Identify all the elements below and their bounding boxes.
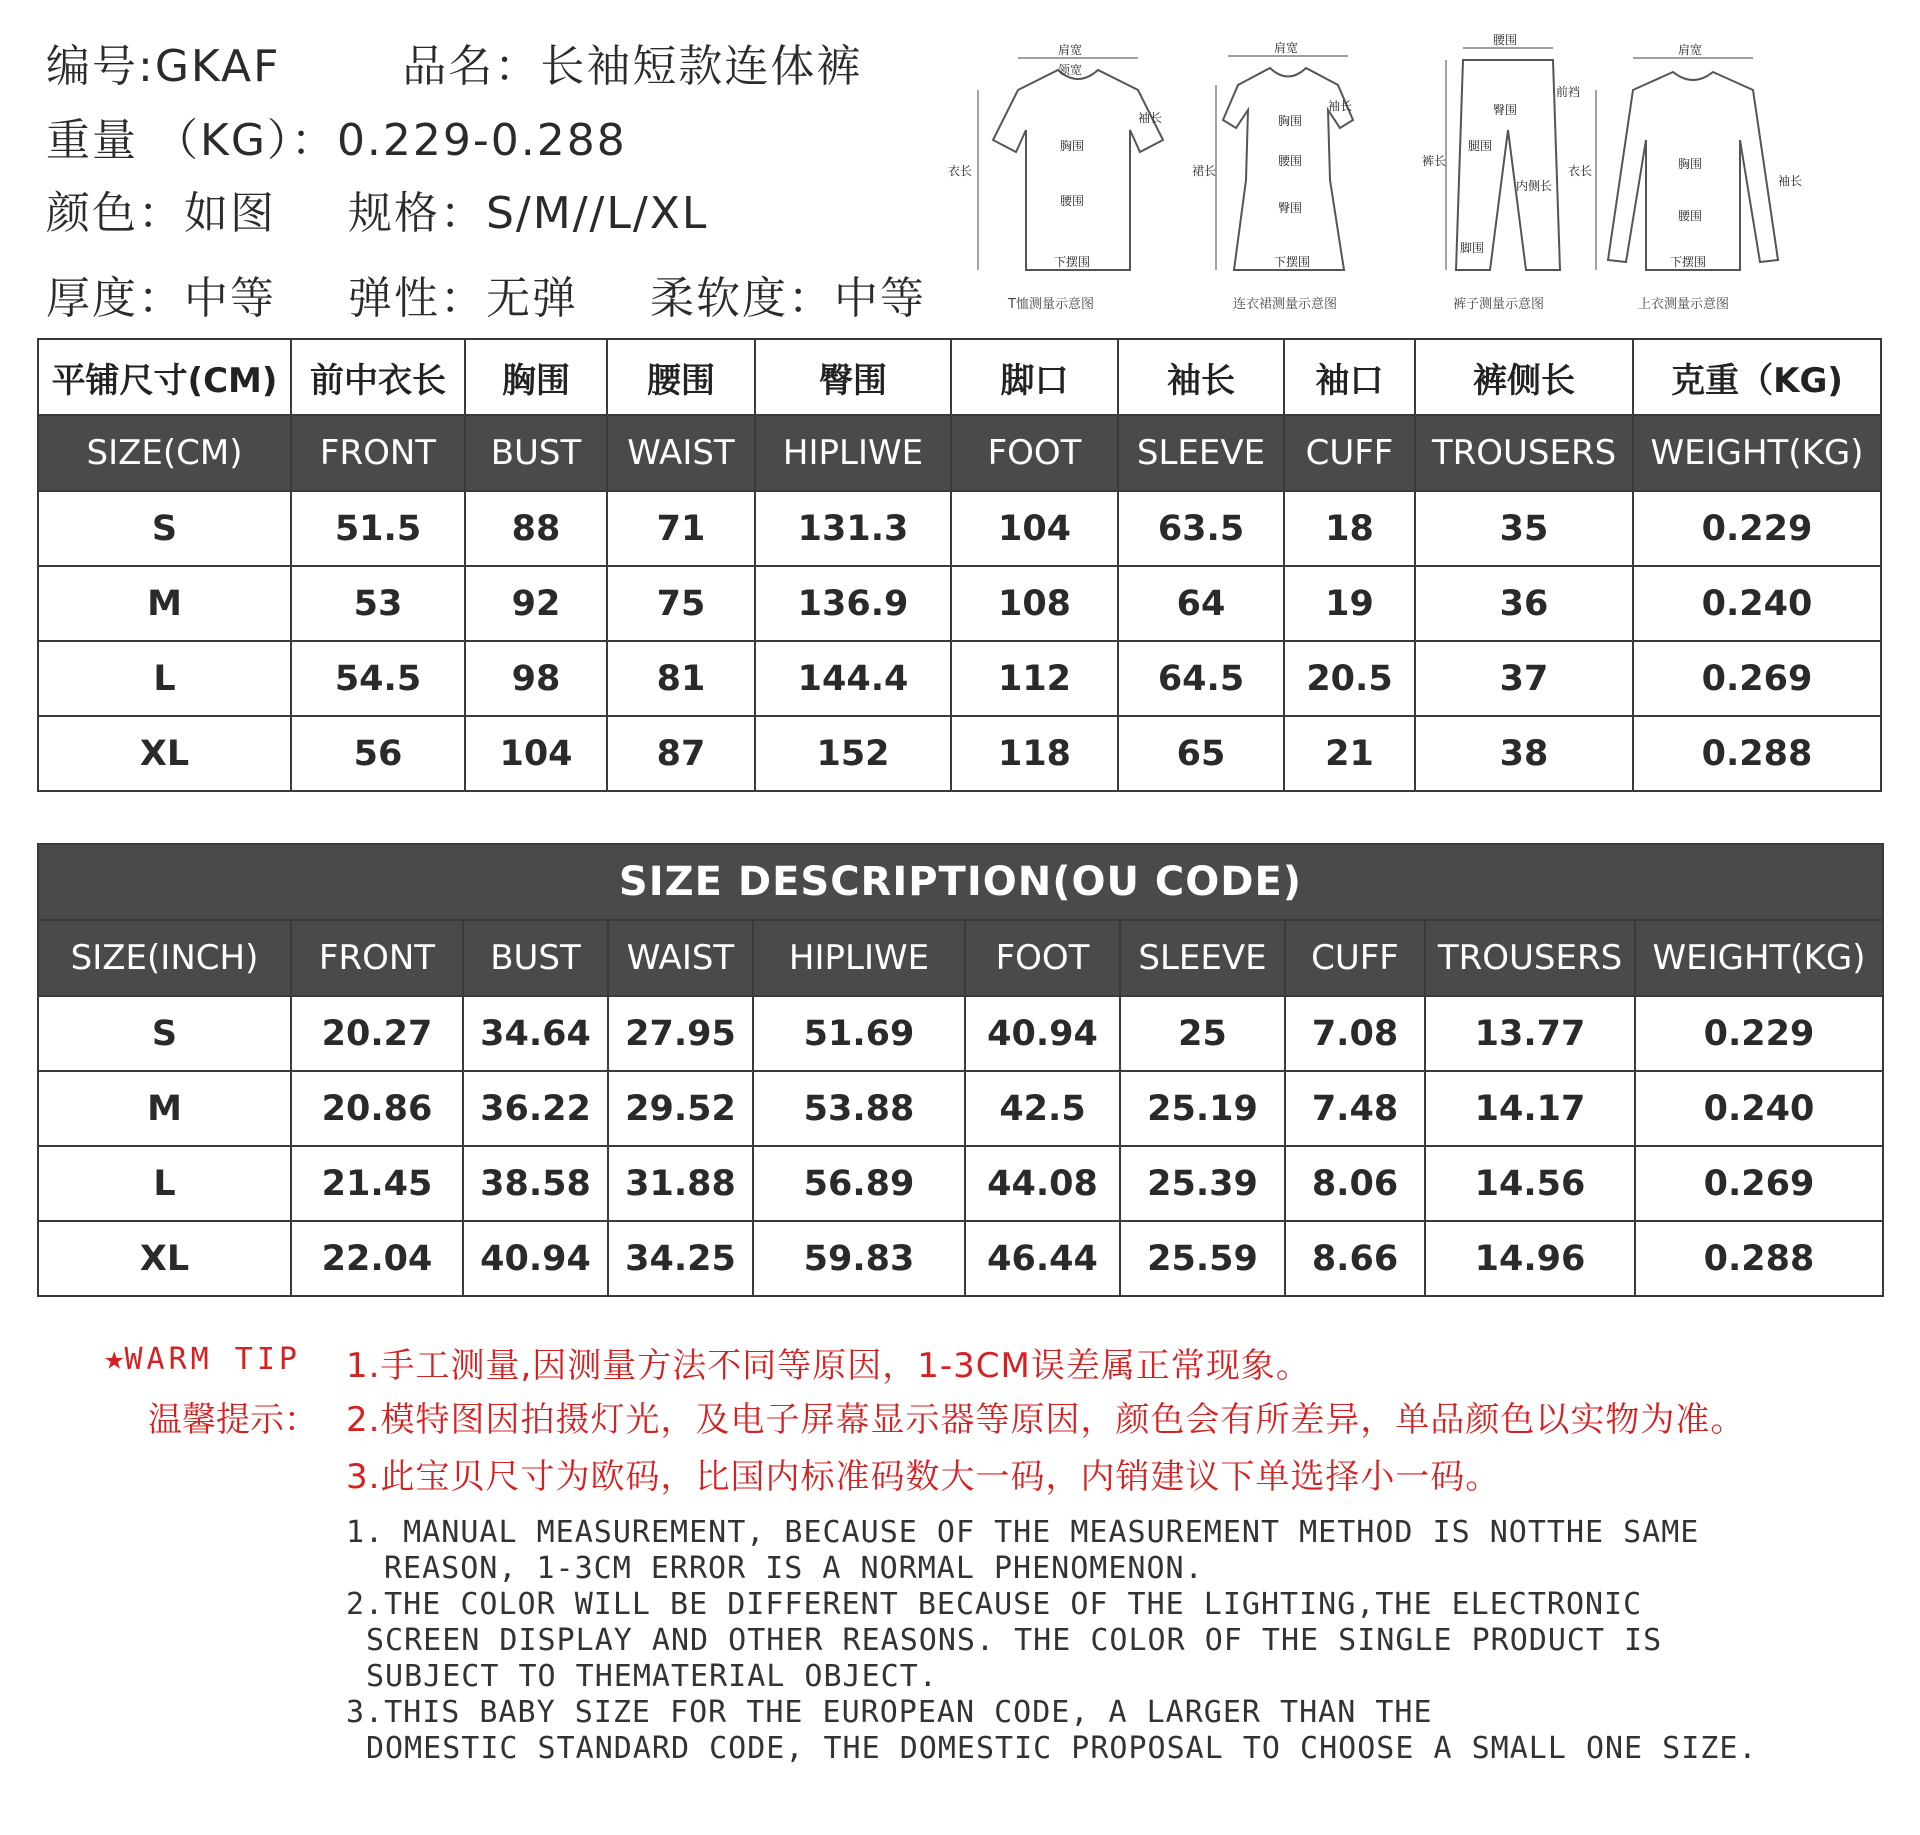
- cm-value-cell: 64: [1118, 566, 1284, 641]
- cm-zh-header: 臀围: [755, 339, 951, 415]
- size-table-cm: [37, 338, 1882, 792]
- dress-label-3: 裙长: [1192, 164, 1217, 178]
- cm-value-cell: 63.5: [1118, 491, 1284, 566]
- color-spec-line: [46, 177, 708, 241]
- inch-size-cell: M: [38, 1071, 291, 1146]
- cm-value-cell: 0.269: [1633, 641, 1881, 716]
- dress-label-2: 胸围: [1278, 114, 1303, 128]
- jacket-label-2: 胸围: [1678, 157, 1703, 171]
- star-icon: ★: [104, 1338, 125, 1378]
- inch-value-cell: 31.88: [608, 1146, 753, 1221]
- jacket-label-5: 下摆围: [1670, 255, 1707, 269]
- color-value: 如图: [184, 188, 276, 239]
- inch-en-header: HIPLIWE: [753, 920, 965, 996]
- cm-en-header: HIPLIWE: [755, 415, 951, 491]
- spec-label: 规格：: [348, 188, 486, 239]
- cm-value-cell: 98: [465, 641, 607, 716]
- cm-value-cell: 51.5: [291, 491, 465, 566]
- tip-en-line: 3.THIS BABY SIZE FOR THE EUROPEAN CODE, A LARGER THAN THE: [346, 1695, 1433, 1730]
- cm-body: [38, 491, 1881, 791]
- pants-label-4: 裤长: [1422, 154, 1447, 168]
- cm-value-cell: 71: [607, 491, 755, 566]
- cm-value-cell: 0.288: [1633, 716, 1881, 791]
- color-label: 颜色：: [46, 188, 184, 239]
- tip-zh-label: 温馨提示：: [148, 1400, 318, 1440]
- inch-en-header: WEIGHT(KG): [1635, 920, 1883, 996]
- cm-en-header: TROUSERS: [1415, 415, 1633, 491]
- thickness-value: 中等: [184, 273, 276, 324]
- tip-zh-line: 3.此宝贝尺寸为欧码，比国内标准码数大一码，内销建议下单选择小一码。: [346, 1457, 1501, 1497]
- inch-value-cell: 14.96: [1425, 1221, 1635, 1296]
- inch-value-cell: 22.04: [291, 1221, 463, 1296]
- jacket-caption: 上衣测量示意图: [1638, 297, 1730, 312]
- inch-value-cell: 56.89: [753, 1146, 965, 1221]
- cm-zh-header: 胸围: [465, 339, 607, 415]
- inch-value-cell: 0.269: [1635, 1146, 1883, 1221]
- cm-value-cell: 38: [1415, 716, 1633, 791]
- inch-en-header-row: [38, 920, 1883, 996]
- cm-en-header: SLEEVE: [1118, 415, 1284, 491]
- tip-zh-line: 2.模特图因拍摄灯光，及电子屏幕显示器等原因，颜色会有所差异，单品颜色以实物为准。: [346, 1400, 1746, 1440]
- cm-size-cell: S: [38, 491, 291, 566]
- inch-table-row: [38, 1221, 1883, 1296]
- cm-value-cell: 0.229: [1633, 491, 1881, 566]
- inch-size-cell: S: [38, 996, 291, 1071]
- inch-value-cell: 44.08: [965, 1146, 1120, 1221]
- fabric-line: [46, 262, 926, 326]
- cm-value-cell: 104: [951, 491, 1118, 566]
- cm-table-row: [38, 566, 1881, 641]
- tip-zh-line: 1.手工测量,因测量方法不同等原因，1-3CM误差属正常现象。: [346, 1346, 1311, 1386]
- inch-value-cell: 14.17: [1425, 1071, 1635, 1146]
- cm-value-cell: 56: [291, 716, 465, 791]
- cm-value-cell: 18: [1284, 491, 1415, 566]
- tip-en-line: 1. MANUAL MEASUREMENT, BECAUSE OF THE MEASUREMENT METHOD IS NOTTHE SAME: [346, 1515, 1700, 1550]
- cm-value-cell: 37: [1415, 641, 1633, 716]
- cm-value-cell: 136.9: [755, 566, 951, 641]
- inch-value-cell: 20.86: [291, 1071, 463, 1146]
- cm-value-cell: 64.5: [1118, 641, 1284, 716]
- tshirt-caption: T恤测量示意图: [1008, 297, 1094, 312]
- cm-value-cell: 0.240: [1633, 566, 1881, 641]
- inch-en-header: FRONT: [291, 920, 463, 996]
- tshirt-label-4: 胸围: [1060, 139, 1085, 153]
- pants-outline: [1456, 60, 1560, 270]
- softness-label: 柔软度：: [650, 273, 834, 324]
- cm-size-cell: L: [38, 641, 291, 716]
- inch-value-cell: 59.83: [753, 1221, 965, 1296]
- pants-label-6: 脚围: [1460, 241, 1485, 255]
- inch-value-cell: 34.25: [608, 1221, 753, 1296]
- inch-value-cell: 25.19: [1120, 1071, 1285, 1146]
- cm-zh-header-row: [38, 339, 1881, 415]
- code-value: GKAF: [154, 41, 281, 92]
- inch-en-header: TROUSERS: [1425, 920, 1635, 996]
- softness-value: 中等: [834, 273, 926, 324]
- inch-value-cell: 21.45: [291, 1146, 463, 1221]
- inch-value-cell: 0.229: [1635, 996, 1883, 1071]
- cm-zh-header: 前中衣长: [291, 339, 465, 415]
- inch-size-cell: XL: [38, 1221, 291, 1296]
- cm-value-cell: 144.4: [755, 641, 951, 716]
- inch-value-cell: 25: [1120, 996, 1285, 1071]
- cm-en-header: FRONT: [291, 415, 465, 491]
- elastic-label: 弹性：: [348, 273, 486, 324]
- cm-en-header-row: [38, 415, 1881, 491]
- cm-en-header: SIZE(CM): [38, 415, 291, 491]
- cm-value-cell: 92: [465, 566, 607, 641]
- cm-size-cell: M: [38, 566, 291, 641]
- pants-label-0: 腰围: [1493, 33, 1518, 47]
- inch-value-cell: 14.56: [1425, 1146, 1635, 1221]
- tip-en-line: SUBJECT TO THEMATERIAL OBJECT.: [366, 1659, 938, 1694]
- inch-en-header: FOOT: [965, 920, 1120, 996]
- inch-value-cell: 13.77: [1425, 996, 1635, 1071]
- cm-value-cell: 108: [951, 566, 1118, 641]
- tshirt-label-2: 袖长: [1138, 111, 1163, 125]
- cm-zh-header: 裤侧长: [1415, 339, 1633, 415]
- inch-value-cell: 20.27: [291, 996, 463, 1071]
- inch-value-cell: 46.44: [965, 1221, 1120, 1296]
- cm-table-row: [38, 491, 1881, 566]
- cm-value-cell: 88: [465, 491, 607, 566]
- cm-zh-header: 脚口: [951, 339, 1118, 415]
- dress-label-0: 肩宽: [1274, 41, 1299, 55]
- tshirt-label-1: 领宽: [1058, 63, 1083, 77]
- inch-value-cell: 7.08: [1285, 996, 1425, 1071]
- dress-label-1: 袖长: [1328, 99, 1353, 113]
- inch-table-row: [38, 996, 1883, 1071]
- cm-en-header: WEIGHT(KG): [1633, 415, 1881, 491]
- tip-en-line: REASON, 1-3CM ERROR IS A NORMAL PHENOMENON.: [384, 1551, 1204, 1586]
- cm-table-row: [38, 716, 1881, 791]
- pants-label-1: 前裆: [1556, 85, 1581, 99]
- inch-en-header: SIZE(INCH): [38, 920, 291, 996]
- cm-value-cell: 35: [1415, 491, 1633, 566]
- inch-table-row: [38, 1146, 1883, 1221]
- inch-value-cell: 36.22: [463, 1071, 608, 1146]
- inch-value-cell: 40.94: [965, 996, 1120, 1071]
- pants-caption: 裤子测量示意图: [1453, 297, 1545, 312]
- tshirt-label-5: 腰围: [1060, 194, 1085, 208]
- cm-size-cell: XL: [38, 716, 291, 791]
- code-label: 编号:: [46, 41, 155, 92]
- cm-value-cell: 104: [465, 716, 607, 791]
- tshirt-label-0: 肩宽: [1058, 43, 1083, 57]
- weight-value: 0.229-0.288: [336, 115, 627, 166]
- inch-value-cell: 7.48: [1285, 1071, 1425, 1146]
- tip-en-line: DOMESTIC STANDARD CODE, THE DOMESTIC PROPOSAL TO CHOOSE A SMALL ONE SIZE.: [366, 1731, 1758, 1766]
- cm-zh-header: 腰围: [607, 339, 755, 415]
- tshirt-outline: [993, 70, 1163, 270]
- cm-value-cell: 36: [1415, 566, 1633, 641]
- cm-value-cell: 152: [755, 716, 951, 791]
- product-code-line: [46, 30, 862, 94]
- inch-value-cell: 8.06: [1285, 1146, 1425, 1221]
- inch-value-cell: 42.5: [965, 1071, 1120, 1146]
- inch-value-cell: 0.288: [1635, 1221, 1883, 1296]
- cm-en-header: CUFF: [1284, 415, 1415, 491]
- jacket-label-3: 袖长: [1778, 174, 1803, 188]
- cm-zh-header: 袖口: [1284, 339, 1415, 415]
- cm-value-cell: 53: [291, 566, 465, 641]
- cm-table-row: [38, 641, 1881, 716]
- measurement-diagrams-svg: [948, 30, 1848, 328]
- cm-zh-header: 克重（KG): [1633, 339, 1881, 415]
- cm-value-cell: 81: [607, 641, 755, 716]
- pants-label-2: 臀围: [1493, 103, 1518, 117]
- inch-en-header: BUST: [463, 920, 608, 996]
- pants-label-3: 腿围: [1468, 139, 1493, 153]
- cm-value-cell: 75: [607, 566, 755, 641]
- weight-line: [46, 104, 627, 168]
- tip-en-line: SCREEN DISPLAY AND OTHER REASONS. THE COLOR OF THE SINGLE PRODUCT IS: [366, 1623, 1663, 1658]
- cm-value-cell: 20.5: [1284, 641, 1415, 716]
- cm-value-cell: 65: [1118, 716, 1284, 791]
- inch-value-cell: 0.240: [1635, 1071, 1883, 1146]
- inch-value-cell: 8.66: [1285, 1221, 1425, 1296]
- jacket-label-1: 衣长: [1568, 164, 1593, 178]
- dress-label-6: 下摆围: [1274, 255, 1311, 269]
- cm-value-cell: 54.5: [291, 641, 465, 716]
- jacket-label-4: 腰围: [1678, 209, 1703, 223]
- jacket-outline: [1608, 72, 1778, 270]
- pants-label-5: 内侧长: [1516, 179, 1553, 193]
- inch-body: [38, 996, 1883, 1296]
- size-table-inch: [37, 843, 1884, 1297]
- inch-value-cell: 53.88: [753, 1071, 965, 1146]
- measurement-diagrams: [948, 30, 1848, 328]
- inch-value-cell: 25.59: [1120, 1221, 1285, 1296]
- cm-en-header: BUST: [465, 415, 607, 491]
- inch-value-cell: 38.58: [463, 1146, 608, 1221]
- inch-value-cell: 51.69: [753, 996, 965, 1071]
- inch-en-header: WAIST: [608, 920, 753, 996]
- thickness-label: 厚度：: [46, 273, 184, 324]
- cm-value-cell: 112: [951, 641, 1118, 716]
- cm-zh-header: 袖长: [1118, 339, 1284, 415]
- inch-title-row: [38, 844, 1883, 920]
- tshirt-label-3: 衣长: [948, 164, 973, 178]
- inch-value-cell: 34.64: [463, 996, 608, 1071]
- inch-table-row: [38, 1071, 1883, 1146]
- tshirt-label-6: 下摆围: [1054, 255, 1091, 269]
- cm-value-cell: 118: [951, 716, 1118, 791]
- warm-tip-heading: [104, 1338, 301, 1378]
- cm-value-cell: 131.3: [755, 491, 951, 566]
- inch-en-header: CUFF: [1285, 920, 1425, 996]
- cm-en-header: FOOT: [951, 415, 1118, 491]
- warm-tip-label: WARM TIP: [124, 1342, 301, 1377]
- jacket-label-0: 肩宽: [1678, 43, 1703, 57]
- cm-value-cell: 19: [1284, 566, 1415, 641]
- tip-en-line: 2.THE COLOR WILL BE DIFFERENT BECAUSE OF THE LIGHTING,THE ELECTRONIC: [346, 1587, 1643, 1622]
- cm-value-cell: 87: [607, 716, 755, 791]
- name-value: 长袖短款连体裤: [540, 41, 863, 92]
- inch-value-cell: 27.95: [608, 996, 753, 1071]
- elastic-value: 无弹: [486, 273, 578, 324]
- name-label: 品名：: [402, 41, 541, 92]
- cm-en-header: WAIST: [607, 415, 755, 491]
- cm-zh-header: 平铺尺寸(CM): [38, 339, 291, 415]
- dress-label-4: 腰围: [1278, 154, 1303, 168]
- inch-en-header: SLEEVE: [1120, 920, 1285, 996]
- inch-size-cell: L: [38, 1146, 291, 1221]
- inch-value-cell: 40.94: [463, 1221, 608, 1296]
- weight-label: 重量 （KG）：: [46, 115, 337, 166]
- dress-label-5: 臀围: [1278, 201, 1303, 215]
- inch-table-title: SIZE DESCRIPTION(OU CODE): [38, 844, 1883, 920]
- inch-value-cell: 29.52: [608, 1071, 753, 1146]
- spec-value: S/M//L/XL: [486, 188, 709, 239]
- dress-caption: 连衣裙测量示意图: [1233, 297, 1338, 312]
- inch-value-cell: 25.39: [1120, 1146, 1285, 1221]
- cm-value-cell: 21: [1284, 716, 1415, 791]
